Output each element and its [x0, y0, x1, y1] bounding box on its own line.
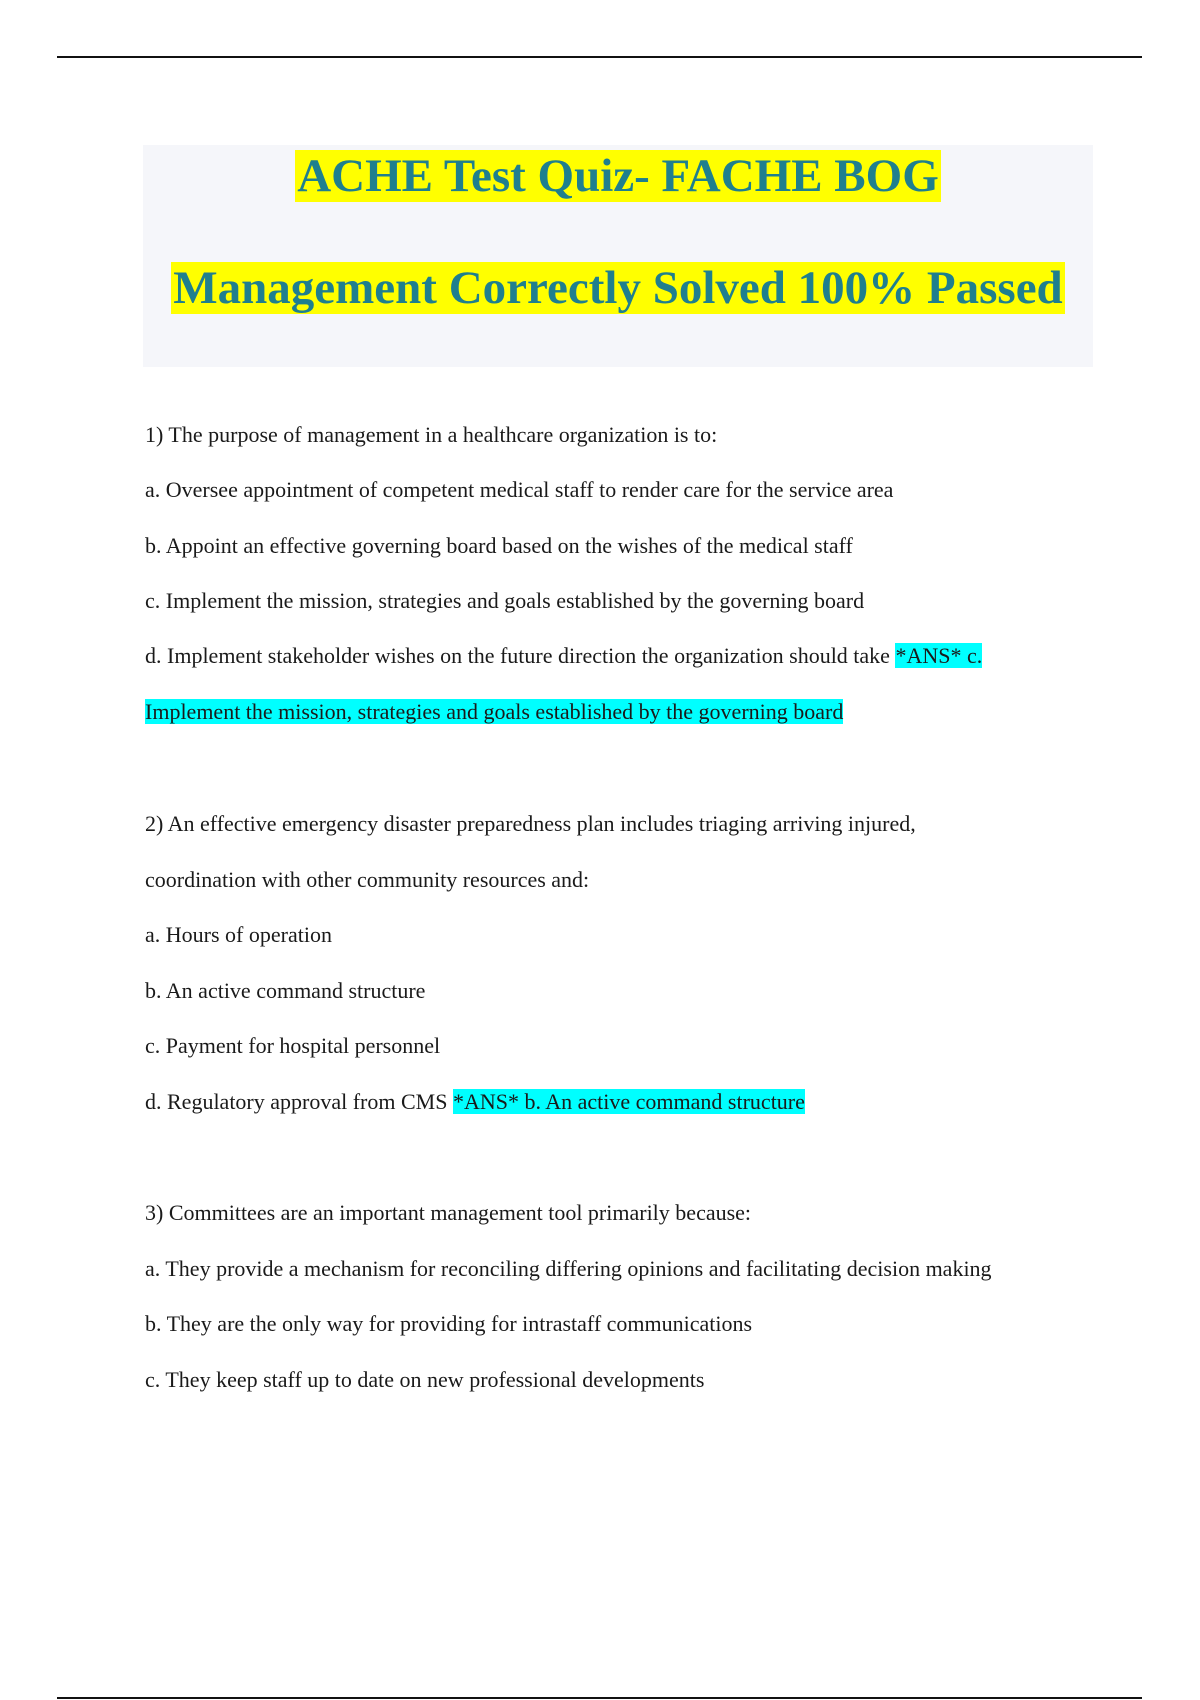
question-2-option-c: c. Payment for hospital personnel [145, 1033, 441, 1058]
question-3-option-b: b. They are the only way for providing for intrastaff communications [145, 1311, 753, 1336]
title-line-1: ACHE Test Quiz- FACHE BOG [297, 150, 939, 202]
question-1-answer-start: *ANS* c. [895, 643, 983, 668]
question-2-answer: *ANS* b. An active command structure [452, 1089, 805, 1114]
bottom-rule [57, 1697, 1142, 1699]
title-banner [143, 145, 1093, 367]
question-2-option-a: a. Hours of operation [145, 922, 332, 947]
question-2-option-b: b. An active command structure [145, 978, 426, 1003]
title-line-2: Management Correctly Solved 100% Passed [173, 262, 1063, 314]
top-rule [57, 56, 1142, 58]
question-2-option-d: d. Regulatory approval from CMS *ANS* b. An active command structure [145, 1089, 805, 1114]
question-1-option-d: d. Implement stakeholder wishes on the future direction the organization should take *ANS* c. [145, 643, 983, 668]
question-3-option-a: a. They provide a mechanism for reconciling differing opinions and facilitating decision making [145, 1256, 992, 1281]
question-1-option-a: a. Oversee appointment of competent medical staff to render care for the service area [145, 477, 894, 502]
question-1-option-b: b. Appoint an effective governing board based on the wishes of the medical staff [145, 533, 853, 558]
question-1-stem: 1) The purpose of management in a healthcare organization is to: [145, 422, 718, 447]
question-3-stem: 3) Committees are an important management tool primarily because: [145, 1200, 752, 1225]
question-2-stem-line-2: coordination with other community resources and: [145, 867, 590, 892]
question-1-option-c: c. Implement the mission, strategies and goals established by the governing board [145, 588, 865, 613]
question-2-stem-line-1: 2) An effective emergency disaster preparedness plan includes triaging arriving injured, [145, 811, 916, 836]
question-1-answer: Implement the mission, strategies and goals established by the governing board [145, 699, 844, 724]
question-3-option-c: c. They keep staff up to date on new professional developments [145, 1367, 705, 1392]
